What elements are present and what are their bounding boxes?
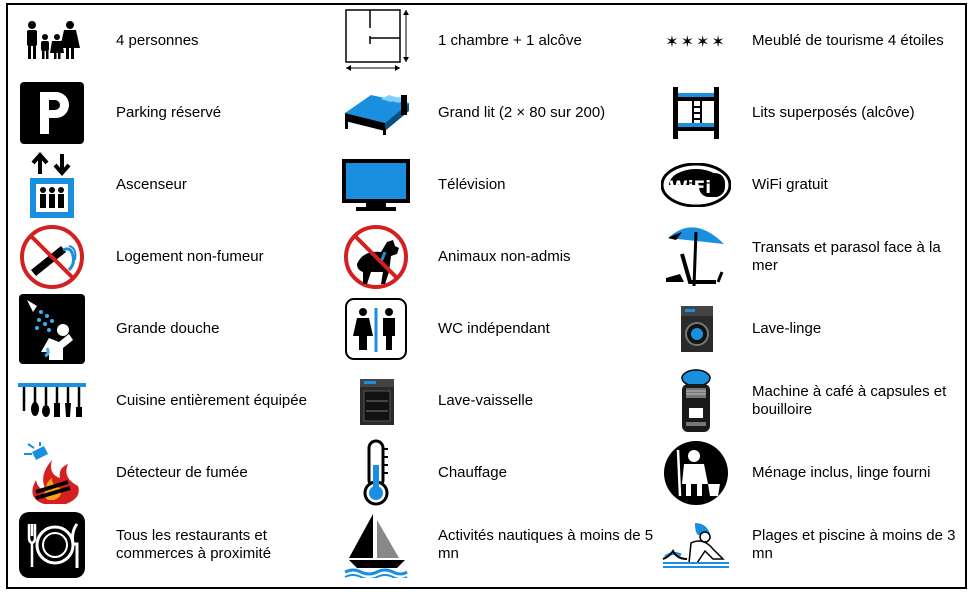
amenity-label: Lave-vaisselle [438, 392, 534, 409]
television-icon [340, 149, 412, 221]
amenity-item [16, 77, 336, 149]
four-stars-icon [660, 5, 732, 77]
amenities-column-1 [16, 5, 336, 581]
amenity-label: Lave-linge [752, 320, 822, 337]
amenity-item [660, 293, 965, 365]
washing-machine-icon [660, 293, 732, 365]
beach-chair-icon [660, 221, 732, 293]
shower-icon [16, 293, 88, 365]
amenities-column-2 [340, 5, 658, 581]
stars-rating: ✶✶✶✶ [665, 31, 727, 51]
wifi-icon [660, 149, 732, 221]
family-icon [16, 5, 88, 77]
amenity-item [660, 221, 965, 293]
amenity-item [16, 437, 336, 509]
amenity-label: Cuisine entièrement équipée [116, 392, 307, 409]
no-pets-icon [340, 221, 412, 293]
amenity-item [340, 365, 658, 437]
amenity-item [660, 149, 965, 221]
amenity-item [660, 365, 965, 437]
amenity-label: 1 chambre + 1 alcôve [438, 32, 582, 49]
amenity-label: Meublé de tourisme 4 étoiles [752, 32, 944, 49]
dishwasher-icon [340, 365, 412, 437]
amenity-item [16, 221, 336, 293]
thermometer-icon [340, 437, 412, 509]
amenity-item [16, 509, 336, 581]
amenity-item [16, 149, 336, 221]
amenity-label: WC indépendant [438, 320, 550, 337]
restaurant-icon [16, 509, 88, 581]
floor-plan-icon [340, 5, 412, 77]
beach-icon [660, 509, 732, 581]
amenity-item [340, 221, 658, 293]
amenity-item [340, 437, 658, 509]
amenity-item [660, 437, 965, 509]
amenity-label: Animaux non-admis [438, 248, 571, 265]
amenity-label: Télévision [438, 176, 506, 193]
no-smoking-icon [16, 221, 88, 293]
amenity-label: Ménage inclus, linge fourni [752, 464, 931, 481]
amenity-label: Détecteur de fumée [116, 464, 248, 481]
amenity-label: Grand lit (2 × 80 sur 200) [438, 104, 606, 121]
elevator-icon [16, 149, 88, 221]
amenity-label: Logement non-fumeur [116, 248, 264, 265]
amenity-item [340, 149, 658, 221]
amenity-item [340, 293, 658, 365]
amenity-label: Transats et parasol face à la mer [752, 239, 941, 274]
amenity-item [340, 509, 658, 581]
cleaning-icon [660, 437, 732, 509]
smoke-detector-icon [16, 437, 88, 509]
amenity-label: Parking réservé [116, 104, 222, 121]
amenity-item [16, 5, 336, 77]
amenity-label: 4 personnes [116, 32, 199, 49]
bunk-bed-icon [660, 77, 732, 149]
sailboat-icon [340, 509, 412, 581]
double-bed-icon [340, 77, 412, 149]
amenity-item [660, 77, 965, 149]
wifi-badge-text: WiFi [669, 178, 712, 198]
kitchen-utensils-icon [16, 365, 88, 437]
amenity-label: WiFi gratuit [752, 176, 828, 193]
amenities-panel [6, 3, 967, 589]
amenity-item [340, 77, 658, 149]
amenity-label: Ascenseur [116, 176, 187, 193]
toilet-icon [340, 293, 412, 365]
amenity-label: Machine à café à capsules et bouilloire [752, 383, 947, 418]
coffee-machine-icon [660, 365, 732, 437]
amenity-item [660, 509, 965, 581]
amenity-label: Plages et piscine à moins de 3 mn [752, 527, 956, 562]
amenity-label: Grande douche [116, 320, 220, 337]
amenity-item [16, 365, 336, 437]
parking-icon [16, 77, 88, 149]
amenity-label: Chauffage [438, 464, 507, 481]
amenity-label: Activités nautiques à moins de 5 mn [438, 527, 654, 562]
amenity-label: Lits superposés (alcôve) [752, 104, 915, 121]
amenity-item [340, 5, 658, 77]
amenity-item [16, 293, 336, 365]
amenity-item [660, 5, 965, 77]
amenities-column-3 [660, 5, 965, 581]
amenity-label: Tous les restaurants et commerces à proximité [116, 527, 272, 562]
